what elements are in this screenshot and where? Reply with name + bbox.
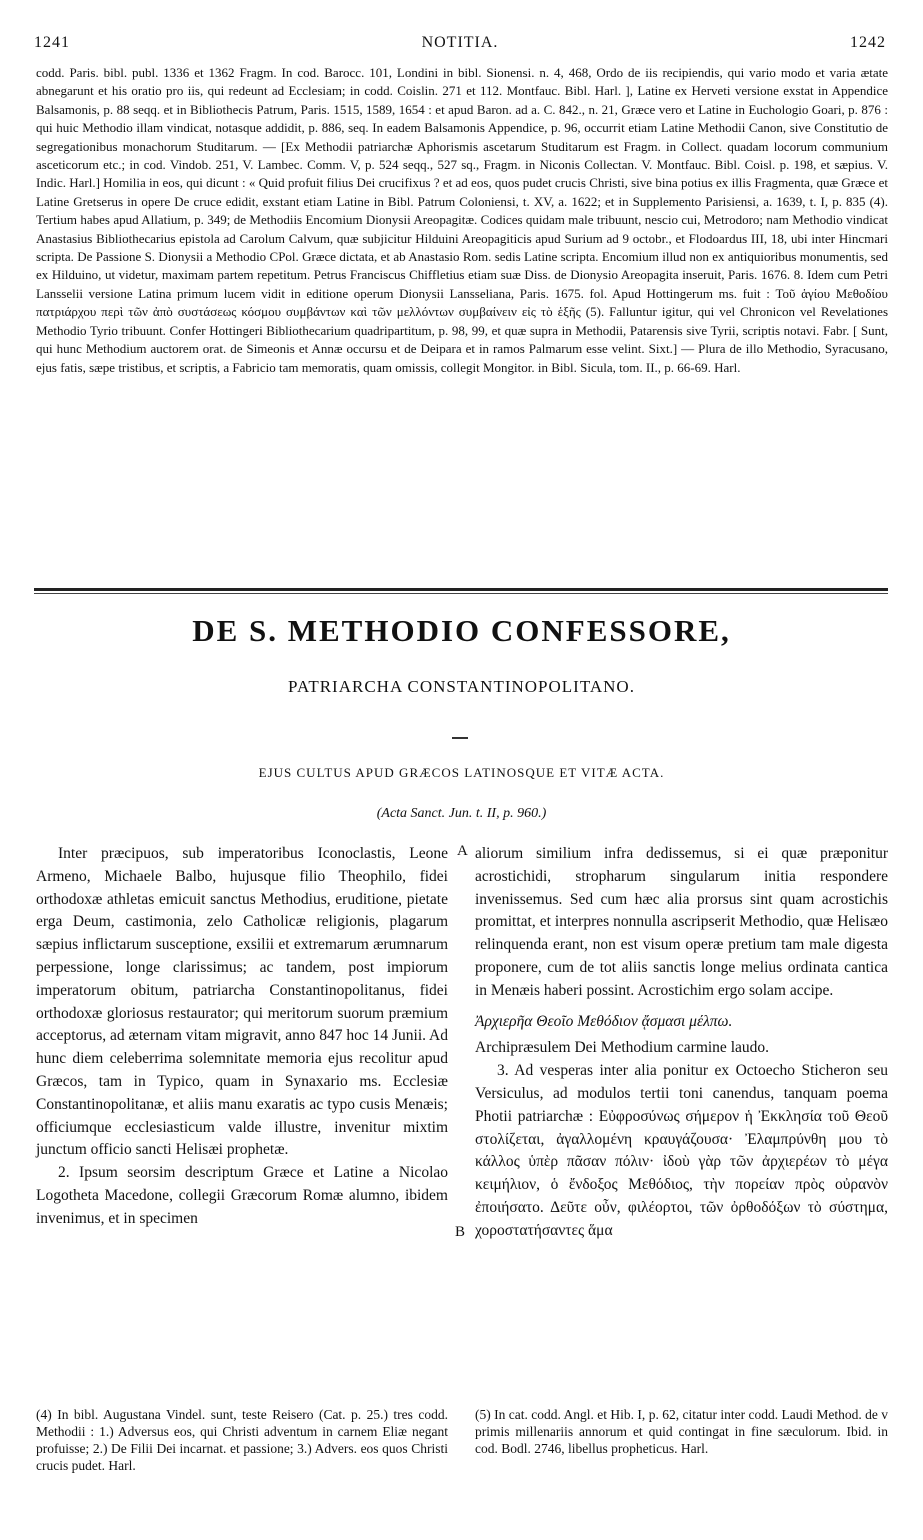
right-paragraph-1: aliorum similium infra dedissemus, si ei quæ præponitur acrostichidi, stropharum singularum initia respondere invenissemus. Sed cum hæc alia prorsus sint quam acrostichis promittat, et interpres nonnulla ascripserit Methodio, quæ Helisæo relinquenda erant, non est visum operæ pretium tam male digesta proponere, cum de tot aliis sanctis longe melius ordinata cantica in Menæis haberi possint. Acrostichim ergo solam accipe.	[475, 845, 888, 999]
running-title: NOTITIA.	[421, 34, 499, 51]
title-dash	[452, 737, 468, 739]
latin-acrostic: Archipræsulem Dei Methodium carmine laudo.	[475, 1039, 770, 1057]
page-number-right: 1242	[850, 34, 886, 51]
running-header	[34, 34, 886, 56]
section-divider-thin	[34, 593, 888, 594]
margin-marker-b: B	[455, 1224, 466, 1240]
source-reference: (Acta Sanct. Jun. t. II, p. 960.)	[376, 806, 547, 821]
section-divider-thick	[34, 588, 888, 591]
left-paragraph-1: Inter præcipuos, sub imperatoribus Iconoclastis, Leone Armeno, Michaele Balbo, hujusque filio Theophilo, fidei orthodoxæ athletas emicuit sanctus Methodius, eruditione, pietate erga Deum, castimonia, zelo Catholicæ religionis, plagarum sæpius inflictarum susceptione, exsilii et extremarum ærumnarum perpessione, longe clarissimus; ac tandem, post impiorum imperatorum obitum, patriarcha Constantinopolitanus, fidei orthodoxæ gloriosus restaurator; qui meritorum suorum præmium acceptorus, ad æternam vitam migravit, anno 847 hoc 14 Junii. Ad hunc diem celeberrima solemnitate memoria ejus recolitur apud Græcos, tam in Typico, quam in Synaxario ms. Ecclesiæ Constantinopolitanæ, et aliis manu exaratis ac typo cusis Menæis; officiumque ecclesiasticum valde illustre, invenitur mixtim junctum officio sancti Helisæi prophetæ.	[36, 845, 448, 1159]
page-number-left: 1241	[34, 34, 70, 51]
right-paragraph-3: 3. Ad vesperas inter alia ponitur ex Octoecho Sticheron seu Versiculus, ad modulos tertii toni canendus, tanquam poema Photii patriarchæ : Εὐφροσύνως σήμερον ἡ Ἐκκλησία τοῦ Θεοῦ στολίζεται, ἀγαλλομένη κραυγάζουσα· Ἐλαμπρύνθη μου τὸ κάλλος ὑπὲρ πᾶσαν πόλιν· ἰδοὺ γὰρ τῶν ἀρχιερέων τὸ μέγα κειμήλιον, ὁ ἔνδοξος Μεθόδιος, τὴν πορείαν πρὸς οὐρανὸν ἐποιήσατο. Δεῦτε οὖν, φιλέορτοι, τῶν ὀρθοδόξων τὸ σύστημα, χοροστατήσαντες ἅμα	[475, 1062, 888, 1239]
greek-acrostic: Ἀρχιερῆα Θεοῖο Μεθόδιον ᾄσμασι μέλπω.	[475, 1012, 733, 1030]
article-subtitle: PATRIARCHA CONSTANTINOPOLITANO.	[288, 677, 635, 696]
left-paragraph-2: 2. Ipsum seorsim descriptum Græce et Latine a Nicolao Logotheta Macedone, collegii Græcorum Romæ alumno, ibidem invenimus, et in specimen	[36, 1164, 448, 1227]
continued-notitia-text: codd. Paris. bibl. publ. 1336 et 1362 Fragm. In cod. Barocc. 101, Londini in bibl. Sionensi. n. 4, 468, Ordo de iis recipiendis, qui vario modo et varia ætate abnegarunt et his oratio pro iis, qui redeunt ad Ecclesiam; in codd. Coislin. 271 et 112. Montfauc. Bibl. Harl. ], Latine ex Herveti versione exstat in Appendice Balsamonis, p. 88 seqq. et in Bibliothecis Patrum, Paris. 1515, 1589, 1654 : et apud Baron. ad a. C. 842., n. 21, Græce vero et Latine in Euchologio Goari, p. 876 : qui huic Methodio illam vindicat, notasque addidit, p. 886, seq. In eadem Balsamonis Appendice, p. 96, occurrit etiam Latine Methodii Canon, sive Constitutio de segregationibus monachorum Studitarum. — [Ex Methodii patriarchæ Aphorismis ascetarum Studitarum est Fragm. in Collect. quadam locorum communium asceticorum etc.; in cod. Vindob. 251, V. Lambec. Comm. V, p. 524 seqq., 527 sq., Fragm. in Niconis Collectan. V. Montfauc. Bibl. Coisl. p. 198, et sæpius. V. Indic. Harl.] Homilia in eos, qui dicunt : « Quid profuit filius Dei crucifixus ? et ad eos, quos pudet crucis Christi, sive bina potius ex illis Fragmenta, quæ Græce et Latine Gretserus in opere De cruce edidit, exstant etiam Latine in Bibl. Patrum Coloniensi, t. XV, a. 1622; et in Supplemento Parisiensi, a. 1639, t. I, p. 835 (4). Tertium habes apud Allatium, p. 349; de Methodiis Encomium Dionysii Areopagitæ. Codices quidam male tribuunt, nescio cui, Metrodoro; nam Methodio vindicat Anastasius Bibliothecarius epistola ad Carolum Calvum, quæ subjicitur Hilduini Areopagiticis apud Surium ad 9 octobr., et Flodoardus III, 18, ubi inter Hincmari scripta. De Passione S. Dionysii a Methodio CPol. Græce dictata, et ab Anastasio Rom. sedis Latine scripta. Encomium illud non ex antiquioribus monumentis, sed ex Hilduino, ut videtur, maximam partem repetitum. Petrus Franciscus Chiffletius etiam suæ Diss. de Dionysio Areopagita inseruit, Paris. 1676. 8. Idem cum Petri Lansselii versione Latina primum lucem vidit in editione operum Dionysii Lansseliana, Paris. 1675. fol. Apud Hottingerum ms. fuit : Τοῦ ἁγίου Μεθοδίου πατριάρχου περὶ τῶν ἀπὸ συστάσεως κόσμου συμβάντων καὶ τῶν μελλόντων συμβαίνειν εἰς τὸ ἑξῆς (5). Falluntur igitur, qui vel Chronicon vel Revelationes Methodio Tyrio tribuunt. Confer Hottingeri Bibliothecarium quadripartitum, p. 98, 99, et quæ supra in Methodii, Patarensis sive Tyrii, scriptis notavi. Fabr. [ Sunt, qui hunc Methodium auctorem orat. de Simeonis et Annæ occursu et de Deipara et in ramos Palmarum esse velint. Sixt.] — Plura de illo Methodio, Syracusano, ejus fatis, sæpe tristibus, et scriptis, a Fabricio tam memoratis, quam omissis, collegit Mongitor. in Bibl. Sicula, tom. II., p. 66-69. Harl.	[36, 65, 888, 375]
footnote-5: (5) In cat. codd. Angl. et Hib. I, p. 62, citatur inter codd. Laudi Method. de v primis millenariis annorum et quid contingat in fine sæculorum. Ibid. in cod. Bodl. 2746, libellus propheticus. Harl.	[475, 1407, 888, 1456]
right-column	[475, 843, 888, 1243]
margin-marker-a: A	[457, 843, 468, 859]
section-heading: EJUS CULTUS APUD GRÆCOS LATINOSQUE ET VITÆ ACTA.	[258, 765, 665, 780]
footnote-4: (4) In bibl. Augustana Vindel. sunt, teste Reisero (Cat. p. 25.) tres codd. Methodii : 1.) Adversus eos, qui Christi adventum in carnem Eliæ negant profuisse; 2.) De Filii Dei incarnat. et passione; 3.) Advers. eos quos Christi crucis pudet. Harl.	[36, 1407, 448, 1473]
left-column	[36, 843, 448, 1231]
article-title: DE S. METHODIO CONFESSORE,	[192, 613, 731, 648]
